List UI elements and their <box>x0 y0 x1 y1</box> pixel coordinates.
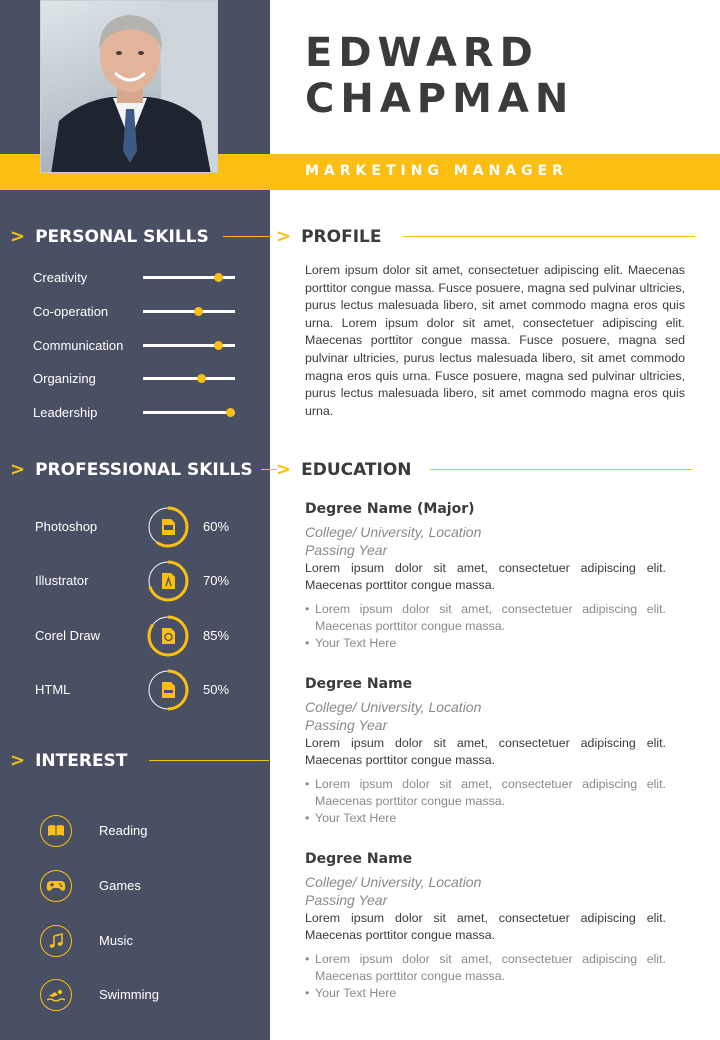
chevron-right-icon: > <box>10 226 26 247</box>
degree-name: Degree Name (Major) <box>305 501 475 517</box>
pro-skill-row-photoshop <box>35 506 245 550</box>
interest-item-games <box>40 870 240 902</box>
pro-skill-percent: 60% <box>203 519 230 534</box>
chevron-right-icon: > <box>10 459 26 480</box>
pro-skill-percent: 85% <box>203 628 230 643</box>
passing-year: Passing Year <box>305 542 388 558</box>
interest-heading <box>10 750 269 771</box>
swimmer-icon <box>40 979 72 1011</box>
illustrator-file-icon <box>162 573 175 589</box>
professional-skills-title: PROFESSIONAL SKILLS <box>35 459 253 480</box>
skill-level-knob <box>197 374 206 383</box>
list-item: • Your Text Here <box>305 635 666 652</box>
heading-rule <box>430 469 692 470</box>
skill-level-knob <box>194 307 203 316</box>
list-item: • Lorem ipsum dolor sit amet, consectetuer adipiscing elit. Maecenas porttitor congue massa. <box>305 951 666 985</box>
interest-label: Music <box>99 933 133 948</box>
skill-row-communication <box>33 335 243 355</box>
education-bullets <box>305 951 666 1002</box>
profile-photo <box>40 0 218 173</box>
interest-label: Reading <box>99 823 148 838</box>
interest-label: Swimming <box>99 987 159 1002</box>
professional-skills-heading <box>10 459 277 480</box>
pro-skill-label: HTML <box>35 682 71 697</box>
college-location: College/ University, Location <box>305 874 482 890</box>
progress-ring <box>147 506 189 548</box>
chevron-right-icon: > <box>276 226 292 247</box>
list-item: • Lorem ipsum dolor sit amet, consectetuer adipiscing elit. Maecenas porttitor congue massa. <box>305 601 666 635</box>
progress-ring <box>147 615 189 657</box>
passing-year: Passing Year <box>305 717 388 733</box>
education-heading <box>276 459 692 480</box>
degree-name: Degree Name <box>305 851 413 867</box>
heading-rule <box>261 469 277 470</box>
education-entry <box>305 676 666 827</box>
pro-skill-label: Illustrator <box>35 573 89 588</box>
skill-level-knob <box>226 408 235 417</box>
html-file-icon <box>162 682 175 698</box>
pro-skill-percent: 50% <box>203 682 230 697</box>
skill-row-leadership <box>33 402 243 422</box>
book-icon <box>40 815 72 847</box>
pro-skill-label: Corel Draw <box>35 628 101 643</box>
passing-year: Passing Year <box>305 892 388 908</box>
last-name: CHAPMAN <box>305 76 575 122</box>
college-location: College/ University, Location <box>305 524 482 540</box>
music-note-icon <box>40 925 72 957</box>
college-location: College/ University, Location <box>305 699 482 715</box>
pro-skill-percent: 70% <box>203 573 230 588</box>
full-name <box>305 30 574 122</box>
pro-skill-row-html <box>35 669 245 713</box>
progress-ring <box>147 669 189 711</box>
education-bullets <box>305 601 666 652</box>
photoshop-file-icon <box>162 519 175 535</box>
skill-label: Co-operation <box>33 303 109 319</box>
gamepad-icon <box>40 870 72 902</box>
skill-level-knob <box>214 341 223 350</box>
education-title: EDUCATION <box>301 459 412 480</box>
education-description: Lorem ipsum dolor sit amet, consectetuer adipiscing elit. Maecenas porttitor congue massa. <box>305 561 666 592</box>
education-entry <box>305 501 666 652</box>
progress-ring <box>147 560 189 602</box>
list-item: • Lorem ipsum dolor sit amet, consectetuer adipiscing elit. Maecenas porttitor congue massa. <box>305 776 666 810</box>
profile-title: PROFILE <box>301 226 382 247</box>
heading-rule <box>223 236 271 237</box>
skill-label: Leadership <box>33 404 98 420</box>
profile-heading <box>276 226 695 247</box>
job-title: MARKETING MANAGER <box>305 163 568 179</box>
list-item: • Your Text Here <box>305 985 666 1002</box>
chevron-right-icon: > <box>276 459 292 480</box>
chevron-right-icon: > <box>10 750 26 771</box>
pro-skill-label: Photoshop <box>35 519 98 534</box>
skill-label: Organizing <box>33 370 96 386</box>
pro-skill-row-illustrator <box>35 560 245 604</box>
education-description: Lorem ipsum dolor sit amet, consectetuer adipiscing elit. Maecenas porttitor congue massa. <box>305 736 666 767</box>
interest-title: INTEREST <box>35 750 128 771</box>
education-bullets <box>305 776 666 827</box>
skill-label: Creativity <box>33 269 88 285</box>
first-name: EDWARD <box>305 30 539 76</box>
personal-skills-title: PERSONAL SKILLS <box>35 226 209 247</box>
list-item: • Your Text Here <box>305 810 666 827</box>
education-entry <box>305 851 666 1002</box>
interest-item-music <box>40 925 240 957</box>
skill-row-organizing <box>33 368 243 388</box>
heading-rule <box>149 760 269 761</box>
interest-item-swimming <box>40 979 240 1011</box>
coreldraw-file-icon <box>162 628 175 644</box>
profile-summary: Lorem ipsum dolor sit amet, consectetuer adipiscing elit. Maecenas porttitor congue massa. Fusce posuere, magna sed pulvinar ultricies, purus lectus malesuada libero, sit amet commodo magna eros quis urna. Lorem ipsum dolor sit amet, consectetuer adipiscing elit. Maecenas porttitor congue massa. Fusce posuere, magna sed pulvinar ultricies, purus lectus malesuada libero, sit amet commodo magna eros quis urna. Fusce posuere, magna sed pulvinar ultricies, purus lectus malesuada libero, sit amet commodo magna eros quis urna. <box>305 263 685 418</box>
skill-row-cooperation <box>33 301 243 321</box>
skill-row-creativity <box>33 267 243 287</box>
interest-label: Games <box>99 878 141 893</box>
interest-item-reading <box>40 815 240 847</box>
pro-skill-row-coreldraw <box>35 615 245 659</box>
skill-label: Communication <box>33 337 124 353</box>
personal-skills-heading <box>10 226 271 247</box>
skill-track <box>143 377 235 380</box>
skill-level-knob <box>214 273 223 282</box>
heading-rule <box>403 236 695 237</box>
degree-name: Degree Name <box>305 676 413 692</box>
skill-track <box>143 411 235 414</box>
skill-track <box>143 310 235 313</box>
education-description: Lorem ipsum dolor sit amet, consectetuer adipiscing elit. Maecenas porttitor congue massa. <box>305 911 666 942</box>
